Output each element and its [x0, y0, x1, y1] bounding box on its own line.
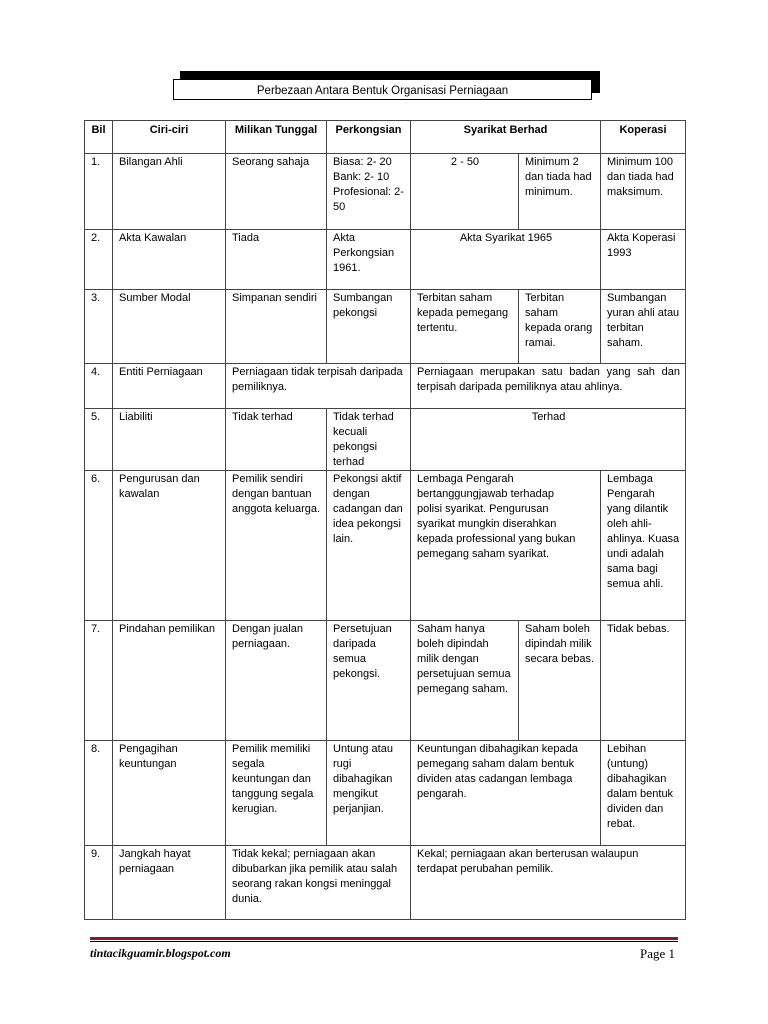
page-title-text: Perbezaan Antara Bentuk Organisasi Perniagaan: [256, 85, 509, 97]
row-number: 5.: [85, 409, 113, 471]
page-title: [173, 79, 592, 100]
comparison-table: [84, 120, 686, 920]
cell-perkongsian: Persetujuan daripada semua pekongsi.: [327, 621, 411, 741]
cell-syarikat: Keuntungan dibahagikan kepada pemegang saham dalam bentuk dividen atas cadangan lembaga pengarah.: [411, 741, 601, 846]
cell-syarikat-koperasi: Kekal; perniagaan akan berterusan walaupun terdapat perubahan pemilik.: [411, 846, 686, 920]
cell-syarikat-koperasi: Terhad: [411, 409, 686, 471]
cell-milikan: Simpanan sendiri: [226, 290, 327, 364]
table-row: [85, 230, 686, 290]
row-number: 9.: [85, 846, 113, 920]
cell-koperasi: Lembaga Pengarah yang dilantik oleh ahli-ahlinya. Kuasa undi adalah sama bagi semua ahli.: [601, 471, 686, 621]
table-row: [85, 621, 686, 741]
cell-koperasi: Akta Koperasi 1993: [601, 230, 686, 290]
footer-rule-red: [90, 937, 678, 940]
header-ciri: Ciri-ciri: [113, 121, 226, 154]
cell-koperasi: Sumbangan yuran ahli atau terbitan saham.: [601, 290, 686, 364]
row-number: 4.: [85, 364, 113, 409]
row-number: 3.: [85, 290, 113, 364]
cell-milikan: Pemilik sendiri dengan bantuan anggota keluarga.: [226, 471, 327, 621]
footer-site: tintacikguamir.blogspot.com: [90, 946, 231, 960]
cell-perkongsian: Biasa: 2- 20 Bank: 2- 10 Profesional: 2-50: [327, 154, 411, 230]
table-row: [85, 154, 686, 230]
row-number: 8.: [85, 741, 113, 846]
cell-ciri: Pindahan pemilikan: [113, 621, 226, 741]
cell-perkongsian: Akta Perkongsian 1961.: [327, 230, 411, 290]
cell-perkongsian: Sumbangan pekongsi: [327, 290, 411, 364]
cell-milikan: Tidak terhad: [226, 409, 327, 471]
cell-milikan: Pemilik memiliki segala keuntungan dan tanggung segala kerugian.: [226, 741, 327, 846]
cell-koperasi: Tidak bebas.: [601, 621, 686, 741]
table-row: [85, 471, 686, 621]
cell-milikan: Tiada: [226, 230, 327, 290]
footer-rule-black: [90, 941, 678, 942]
cell-syarikat: Lembaga Pengarah bertanggungjawab terhadap polisi syarikat. Pengurusan syarikat mungkin diserahkan kepada professional yang bukan pemegang saham syarikat.: [411, 471, 601, 621]
cell-ciri: Entiti Perniagaan: [113, 364, 226, 409]
header-perkongsian: Perkongsian: [327, 121, 411, 154]
cell-koperasi: Minimum 100 dan tiada had maksimum.: [601, 154, 686, 230]
cell-ciri: Pengurusan dan kawalan: [113, 471, 226, 621]
cell-ciri: Bilangan Ahli: [113, 154, 226, 230]
table-row: [85, 290, 686, 364]
cell-syarikat: Akta Syarikat 1965: [411, 230, 601, 290]
cell-syarikat-b: Terbitan saham kepada orang ramai.: [519, 290, 601, 364]
cell-syarikat-a: Terbitan saham kepada pemegang tertentu.: [411, 290, 519, 364]
header-milikan: Milikan Tunggal: [226, 121, 327, 154]
cell-milikan-perkongsian: Perniagaan tidak terpisah daripada pemiliknya.: [226, 364, 411, 409]
cell-ciri: Sumber Modal: [113, 290, 226, 364]
cell-koperasi: Lebihan (untung) dibahagikan dalam bentuk dividen dan rebat.: [601, 741, 686, 846]
header-koperasi: Koperasi: [601, 121, 686, 154]
row-number: 2.: [85, 230, 113, 290]
cell-milikan: Dengan jualan perniagaan.: [226, 621, 327, 741]
cell-ciri: Akta Kawalan: [113, 230, 226, 290]
header-row: [85, 121, 686, 154]
cell-milikan: Seorang sahaja: [226, 154, 327, 230]
cell-syarikat-koperasi: Perniagaan merupakan satu badan yang sah dan terpisah daripada pemiliknya atau ahlinya.: [411, 364, 686, 409]
row-number: 6.: [85, 471, 113, 621]
cell-perkongsian: Untung atau rugi dibahagikan mengikut perjanjian.: [327, 741, 411, 846]
cell-syarikat-a: Saham hanya boleh dipindah milik dengan persetujuan semua pemegang saham.: [411, 621, 519, 741]
cell-syarikat-b: Saham boleh dipindah milik secara bebas.: [519, 621, 601, 741]
cell-syarikat-a: 2 - 50: [411, 154, 519, 230]
footer-page-number: Page 1: [640, 946, 676, 961]
table-row: [85, 846, 686, 920]
cell-ciri: Jangkah hayat perniagaan: [113, 846, 226, 920]
cell-ciri: Liabiliti: [113, 409, 226, 471]
table-row: [85, 409, 686, 471]
header-syarikat: Syarikat Berhad: [411, 121, 601, 154]
cell-milikan-perkongsian: Tidak kekal; perniagaan akan dibubarkan jika pemilik atau salah seorang rakan kongsi meninggal dunia.: [226, 846, 411, 920]
cell-ciri: Pengagihan keuntungan: [113, 741, 226, 846]
header-bil: Bil: [85, 121, 113, 154]
table-row: [85, 364, 686, 409]
cell-perkongsian: Pekongsi aktif dengan cadangan dan idea pekongsi lain.: [327, 471, 411, 621]
row-number: 1.: [85, 154, 113, 230]
row-number: 7.: [85, 621, 113, 741]
table-row: [85, 741, 686, 846]
cell-perkongsian: Tidak terhad kecuali pekongsi terhad: [327, 409, 411, 471]
cell-syarikat-b: Minimum 2 dan tiada had minimum.: [519, 154, 601, 230]
